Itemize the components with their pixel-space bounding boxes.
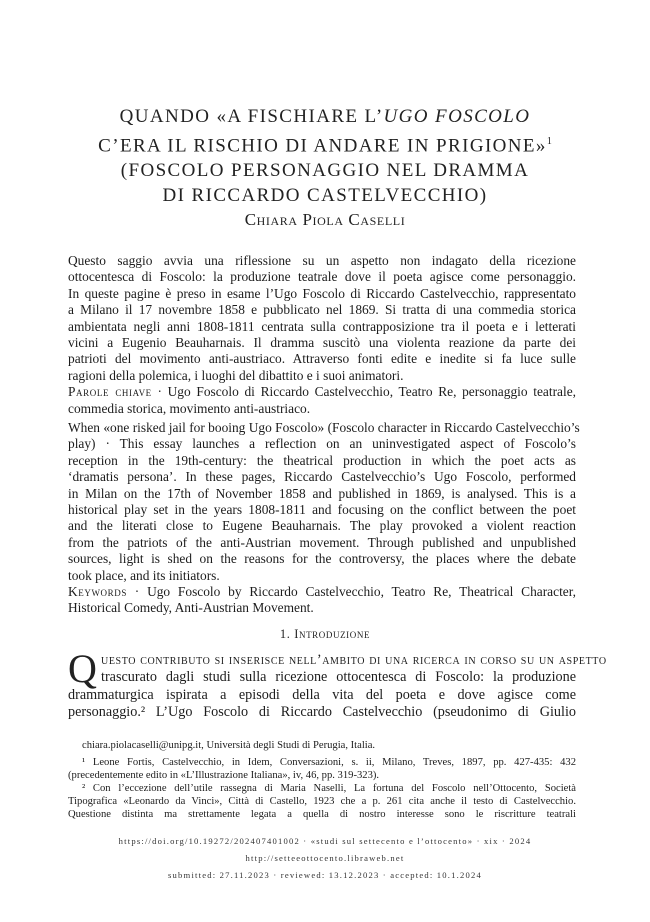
keywords-separator: · — [151, 384, 168, 400]
title-line-2-text: C’ERA IL RISCHIO DI ANDARE IN PRIGIONE» — [98, 135, 547, 157]
keywords-en-line-1 — [68, 584, 576, 600]
body-line — [68, 652, 607, 669]
keywords-separator: · — [126, 584, 148, 600]
title-line-1 — [40, 104, 610, 129]
keywords-it-text: Ugo Foscolo di Riccardo Castelvecchio, Teatro Re, personaggio teatrale, — [167, 384, 576, 400]
body-paragraph — [68, 646, 607, 722]
keywords-en-label: Keywords — [68, 584, 127, 600]
abstract-english — [68, 420, 580, 617]
article-title — [40, 104, 610, 208]
title-line-4: DI RICCARDO CASTELVECCHIO) — [162, 185, 488, 207]
abstract-italian — [68, 253, 576, 417]
submission-dates: submitted: 27.11.2023 · reviewed: 13.12.2023 · accepted: 10.1.2024 — [168, 870, 482, 880]
footnotes — [68, 739, 576, 821]
abstract-en-line: play) · This essay launches a reflection on an uninvestigated aspect of Foscolo’s — [68, 436, 576, 452]
footnote-1-line: (precedentemente edito in «L’Illustrazione Italiana», iv, 46, pp. 319-323). — [68, 770, 380, 781]
abstract-en-line: from the patriots of the anti-Austrian movement. Through published and unpublished — [68, 534, 576, 550]
title-line-3: (FOSCOLO PERSONAGGIO NEL DRAMMA — [120, 160, 530, 182]
abstract-en-line: sources, light is shed on the reasons for the controversy, the places where the debate — [68, 551, 576, 567]
author-name-text: Chiara Piola Caselli — [244, 210, 406, 229]
footnote-2-line: Questione distinta ma strettamente legata a quella di nostro interesse sono le riscritture teatrali — [68, 809, 576, 820]
body-line: drammaturgica ispirata a episodi della vita del poeta e dove agisce come — [68, 686, 576, 703]
footnote-2-line: ² Con l’eccezione dell’utile rassegna di Maria Naselli, La fortuna del Foscolo nell’Ottocento, Società — [82, 783, 576, 794]
abstract-it-line: ottocentesca di Foscolo: la produzione teatrale dove il poeta agisce come personaggio. — [68, 269, 576, 285]
keywords-it-line-2: commedia storica, movimento anti-austriaco. — [68, 400, 311, 416]
abstract-en-line: in Milan on the 17th of November 1858 and published in 1869, is analysed. This is a — [68, 485, 576, 501]
author-name — [40, 210, 610, 230]
abstract-en-line: and the literati close to Eugene Beauharnais. The play provoked a violent reaction — [68, 518, 576, 534]
abstract-en-line: took place, and its initiators. — [68, 567, 220, 583]
author-email-note: chiara.piolacaselli@unipg.it, Università degli Studi di Perugia, Italia. — [82, 740, 376, 751]
abstract-en-line: ‘dramatis persona’. In these pages, Riccardo Castelvecchio’s Ugo Foscolo, performed — [68, 469, 576, 485]
abstract-en-line: When «one risked jail for booing Ugo Foscolo» (Foscolo character in Riccardo Castelvecchio’s — [68, 420, 580, 435]
keywords-en-text: Ugo Foscolo by Riccardo Castelvecchio, Teatro Re, Theatrical Character, — [147, 584, 577, 600]
body-line: trascurato dagli studi sulla ricezione ottocentesca di Foscolo: la produzione — [101, 669, 576, 686]
keywords-it-label: Parole chiave — [68, 384, 152, 400]
doi-line[interactable]: https://doi.org/10.19272/202407401002 · «studi sul settecento e l’ottocento» · xix · 2024 — [118, 836, 532, 846]
drop-cap: Q — [68, 646, 97, 691]
body-line: personaggio.² L’Ugo Foscolo di Riccardo Castelvecchio (pseudonimo di Giulio — [68, 704, 576, 721]
abstract-en-line: reception in the 19th-century: the theatrical production in which the poet acts as — [68, 452, 576, 468]
title-line-1-text: QUANDO «A FISCHIARE L’ — [119, 106, 384, 127]
abstract-en-line: historical play set in the years 1808-1811 and focusing on the conflict between the poet — [68, 502, 576, 518]
keywords-it-line-1 — [68, 384, 576, 400]
abstract-it-line: ambientata negli anni 1808-1811 centrata sulla contrapposizione tra il poeta e i letterati — [68, 318, 576, 334]
title-line-2 — [40, 129, 610, 158]
journal-url[interactable]: http://setteeottocento.libraweb.net — [245, 853, 405, 863]
section-heading — [0, 627, 650, 642]
abstract-it-line: vicini a Eugenio Beauharnais. Il dramma suscitò una violenta reazione da parte dei — [68, 335, 576, 351]
abstract-it-line: Questo saggio avvia una riflessione su un aspetto non indagato della ricezione — [68, 253, 576, 268]
abstract-it-line: In queste pagine è preso in esame l’Ugo Foscolo di Riccardo Castelvecchio, rappresentato — [68, 285, 576, 301]
keywords-en-line-2: Historical Comedy, Anti-Austrian Movement. — [68, 600, 314, 616]
section-heading-text: 1. Introduzione — [279, 627, 371, 641]
abstract-it-line: ragioni della polemica, i luoghi del dibattito e i suoi animatori. — [68, 367, 404, 383]
title-italic-work: UGO FOSCOLO — [383, 106, 531, 127]
abstract-it-line: a Milano il 17 novembre 1858 e pubblicato nel 1869. Si tratta di una commedia storica — [68, 302, 576, 318]
body-line-text: uesto contributo si inserisce nell’ambito di una ricerca in corso su un aspetto — [101, 652, 607, 668]
footnote-1-line: ¹ Leone Fortis, Castelvecchio, in Idem, Conversazioni, s. ii, Milano, Treves, 1897, pp. 427-435: 432 — [82, 757, 576, 768]
title-footnote-marker[interactable]: 1 — [546, 136, 552, 147]
footnote-2-line: Tipografica «Leonardo da Vinci», Città di Castello, 1923 che a p. 261 cita anche il testo di Castelvecchio. — [68, 796, 576, 807]
abstract-it-line: patrioti del movimento anti-austriaco. Attraverso fonti edite e inedite si fa luce sulle — [68, 351, 576, 367]
